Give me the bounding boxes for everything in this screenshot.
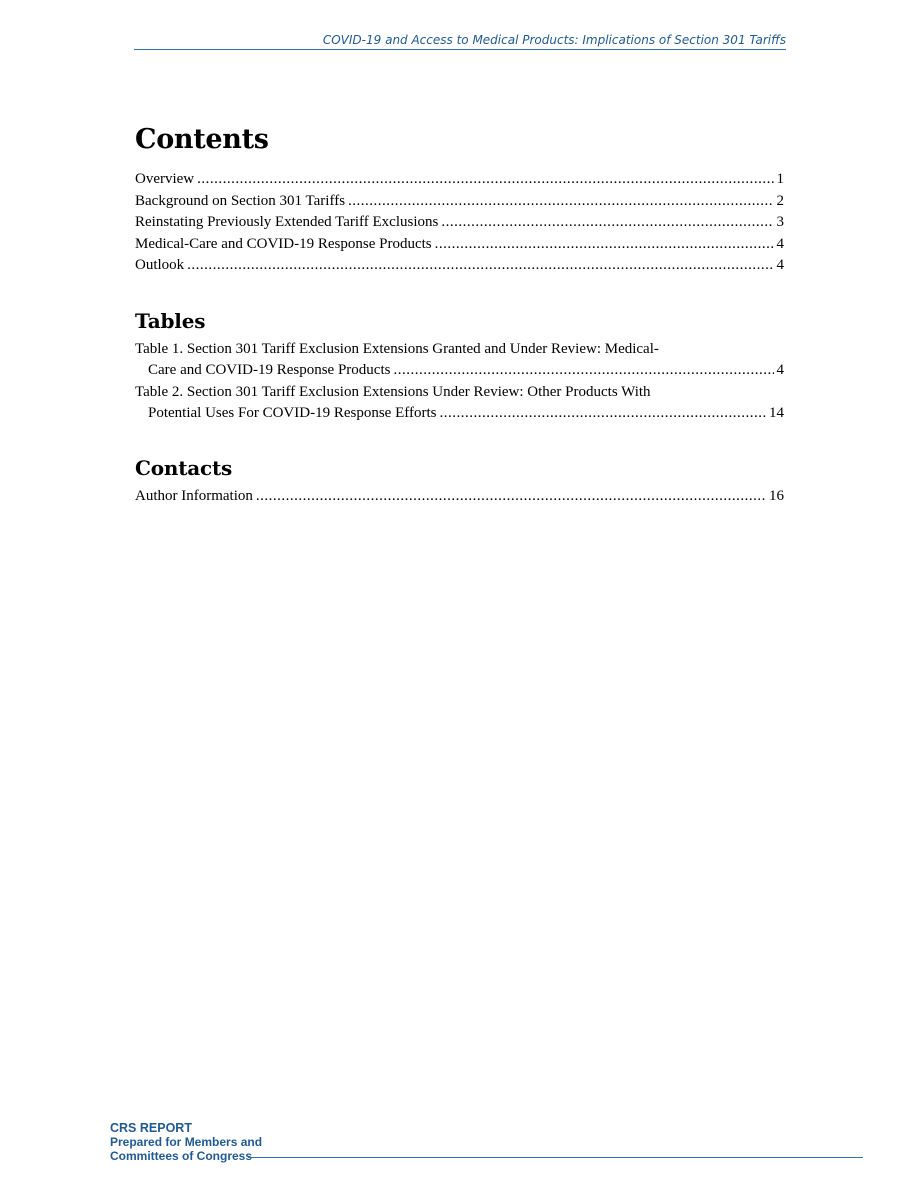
toc-entry-label: Reinstating Previously Extended Tariff Exclusions [135,214,439,230]
toc-entry-page: 4 [776,362,784,378]
toc-entry-page: 16 [769,487,784,504]
toc-entry-background[interactable] [135,191,784,213]
contents-heading: Contents [135,124,269,155]
contacts-heading: Contacts [135,455,233,480]
contacts-list [135,486,784,508]
crs-report-footer [110,1121,262,1163]
dot-leader [348,191,773,213]
toc-entry-outlook[interactable] [135,255,784,277]
toc-entry-page: 2 [776,192,784,209]
dot-leader [439,403,766,425]
toc-entry-author-information[interactable] [135,486,784,508]
toc-entry-label-line1: Table 1. Section 301 Tariff Exclusion Extensions Granted and Under Review: Medical- [135,340,659,357]
toc-entry-table-2[interactable] [135,382,784,425]
toc-entry-label-line2: Potential Uses For COVID-19 Response Efforts [148,405,437,421]
dot-leader [187,255,773,277]
toc-page [135,124,784,507]
tables-list [135,339,784,425]
toc-entry-label: Outlook [135,257,185,273]
dot-leader [435,234,774,256]
toc-entry-label-line1: Table 2. Section 301 Tariff Exclusion Extensions Under Review: Other Products With [135,383,651,400]
toc-entry-label: Author Information [135,487,253,504]
dot-leader [256,486,766,508]
footer-line-1: Prepared for Members and [110,1135,263,1149]
toc-entry-page: 1 [776,171,784,187]
toc-entry-page: 14 [769,405,784,421]
dot-leader [197,169,773,191]
footer-line-2: Committees of Congress [110,1149,253,1163]
contents-list [135,169,784,277]
dot-leader [441,212,773,234]
dot-leader [393,360,773,382]
toc-entry-page: 4 [776,257,784,273]
toc-entry-label: Medical-Care and COVID-19 Response Products [135,235,432,252]
running-title: COVID-19 and Access to Medical Products: Implications of Section 301 Tariffs [322,33,786,47]
toc-entry-label: Background on Section 301 Tariffs [135,192,346,209]
toc-entry-overview[interactable] [135,169,784,191]
tables-heading: Tables [135,308,206,333]
toc-entry-reinstating[interactable] [135,212,784,234]
toc-entry-page: 3 [776,214,784,230]
running-header [134,32,786,50]
toc-entry-label-line2: Care and COVID-19 Response Products [148,362,391,378]
toc-entry-medical-care[interactable] [135,234,784,256]
footer-divider [248,1157,863,1158]
toc-entry-page: 4 [776,235,784,252]
toc-entry-label: Overview [135,171,195,187]
toc-entry-table-1[interactable] [135,339,784,382]
crs-report-brand: CRS REPORT [110,1121,192,1135]
